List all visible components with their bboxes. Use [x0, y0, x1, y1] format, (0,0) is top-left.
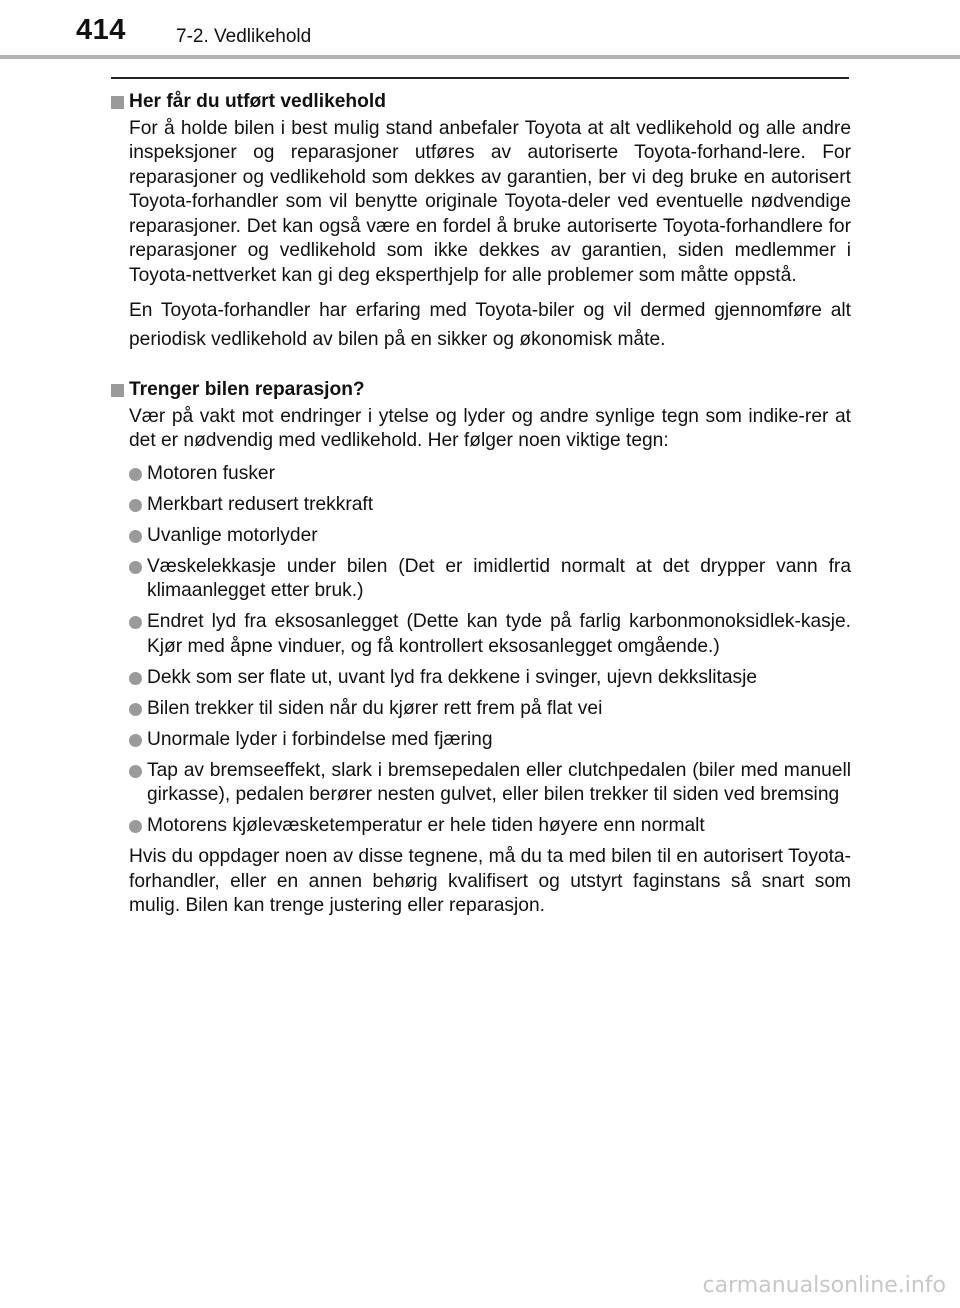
list-item: Endret lyd fra eksosanlegget (Dette kan tyde på farlig karbonmonoksidlek-kasje. Kjør med åpne vinduer, og få kontrollert eksosanlegget omgående.): [129, 610, 851, 659]
paragraph: Hvis du oppdager noen av disse tegnene, må du ta med bilen til en autorisert Toyota-forhandler, eller en annen behørig kvalifisert og utstyrt faginstans så snart som mulig. Bilen kan trenge justering eller reparasjon.: [129, 846, 851, 916]
circle-bullet-icon: [129, 765, 142, 778]
page-content: [111, 86, 851, 927]
circle-bullet-icon: [129, 561, 142, 574]
warning-signs-list: [111, 462, 851, 839]
paragraph: En Toyota-forhandler har erfaring med Toyota-biler og vil dermed gjennomføre alt periodisk vedlikehold av bilen på en sikker og økonomisk måte.: [129, 300, 851, 350]
list-item: Motorens kjølevæsketemperatur er hele tiden høyere enn normalt: [129, 814, 851, 839]
content-divider: [111, 77, 849, 79]
list-item: Motoren fusker: [129, 462, 851, 487]
circle-bullet-icon: [129, 734, 142, 747]
heading-text: Trenger bilen reparasjon?: [129, 379, 365, 400]
square-bullet-icon: [111, 96, 124, 109]
circle-bullet-icon: [129, 703, 142, 716]
circle-bullet-icon: [129, 616, 142, 629]
section-title: 7-2. Vedlikehold: [176, 26, 312, 47]
circle-bullet-icon: [129, 499, 142, 512]
circle-bullet-icon: [129, 820, 142, 833]
circle-bullet-icon: [129, 468, 142, 481]
section-heading: [111, 378, 851, 403]
header-divider: [0, 55, 960, 59]
paragraph: For å holde bilen i best mulig stand anbefaler Toyota at alt vedlikehold og alle andre inspeksjoner og reparasjoner utføres av autoriserte Toyota-forhand-lere. For reparasjoner og vedlikehold som dekkes av garantien, ber vi deg bruke en autorisert Toyota-forhandler som vil benytte originale Toyota-deler ved eventuelle nødvendige reparasjoner. Det kan også være en fordel å bruke autoriserte Toyota-forhandlere for reparasjoner og vedlikehold som ikke dekkes av garantien, siden medlemmer i Toyota-nettverket kan gi deg eksperthjelp for alle problemer som måtte oppstå.: [129, 117, 851, 286]
list-item: Merkbart redusert trekkraft: [129, 493, 851, 518]
section-heading: [111, 90, 851, 115]
circle-bullet-icon: [129, 672, 142, 685]
watermark: carmanualsonline.info: [702, 1273, 946, 1298]
circle-bullet-icon: [129, 530, 142, 543]
paragraph: Vær på vakt mot endringer i ytelse og lyder og andre synlige tegn som indike-rer at det er nødvendig med vedlikehold. Her følger noen viktige tegn:: [129, 405, 851, 451]
list-item: Tap av bremseeffekt, slark i bremsepedalen eller clutchpedalen (biler med manuell girkasse), pedalen berører nesten gulvet, eller bilen trekker til siden ved bremsing: [129, 759, 851, 808]
list-item: Væskelekkasje under bilen (Det er imidlertid normalt at det drypper vann fra klimaanlegget etter bruk.): [129, 555, 851, 604]
list-item: Dekk som ser flate ut, uvant lyd fra dekkene i svinger, ujevn dekkslitasje: [129, 666, 851, 691]
list-item: Uvanlige motorlyder: [129, 524, 851, 549]
list-item: Bilen trekker til siden når du kjører rett frem på flat vei: [129, 697, 851, 722]
heading-text: Her får du utført vedlikehold: [129, 91, 386, 112]
page-number: 414: [76, 14, 126, 46]
page-header: [0, 0, 960, 56]
list-item: Unormale lyder i forbindelse med fjæring: [129, 728, 851, 753]
square-bullet-icon: [111, 384, 124, 397]
